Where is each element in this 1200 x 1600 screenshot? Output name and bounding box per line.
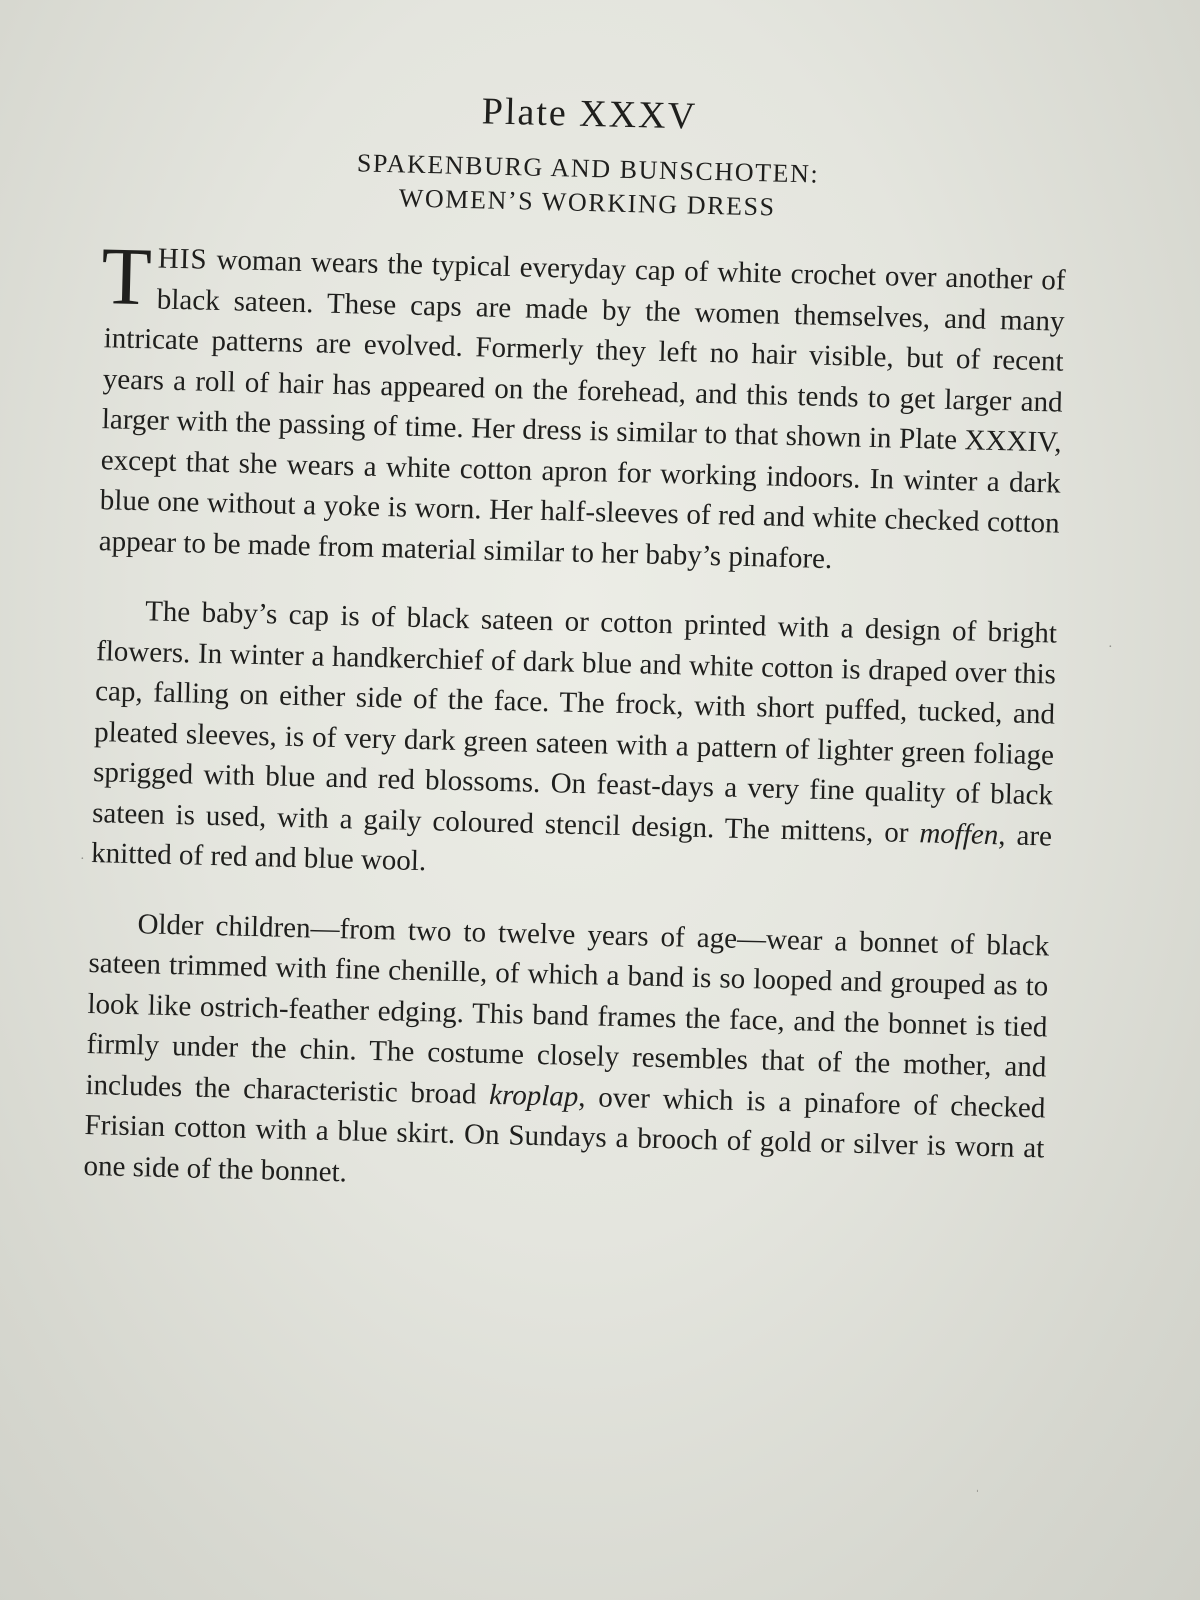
plate-subtitle-line2: WOMEN’S WORKING DRESS (398, 183, 777, 222)
body-text (83, 230, 1066, 1209)
paragraph-2-text-before: The baby’s cap is of black sateen or cotton printed with a design of bright flowers. In winter a handkerchief of dark blue and white cotton is draped over this cap, falling on either side of the face. The frock, with short puffed, tucked, and pleated sleeves, is of very dark green sateen with a pattern of lighter green foliage sprigged with blue and red blossoms. On feast-days a very fine quality of black sateen is used, with a gaily coloured stencil design. The mittens, or (91, 595, 1058, 849)
italic-term-kroplap: kroplap (488, 1078, 579, 1113)
paragraph-2-text-after: , are knitted of red and blue wool. (90, 818, 1053, 878)
paper-speck: ˌ (975, 1478, 980, 1493)
paragraph-1 (98, 230, 1066, 584)
plate-title: Plate XXXV (481, 90, 698, 138)
paragraph-1-lead: HIS (157, 242, 209, 276)
paper-speck: · (1108, 640, 1113, 655)
paragraph-3-text-before: Older children—from two to twelve years of age—wear a bonnet of black sateen trimmed with fine chenille, of which a band is so looped and grouped as to look like ostrich-feather edging. This band frames the face, and the bonnet is tied firmly under the chin. The costume closely resembles that of the mother, and includes the characteristic broad (85, 907, 1050, 1111)
paragraph-3-text-after: , over which is a pinafore of checked Frisian cotton with a blue skirt. On Sundays a brooch of gold or silver is worn at one side of the bonnet. (83, 1080, 1046, 1188)
italic-term-moffen: moffen (919, 816, 999, 851)
paper-speck: · (80, 852, 85, 867)
plate-subtitle-line1: SPAKENBURG AND BUNSCHOTEN: (356, 148, 820, 189)
paragraph-3 (83, 903, 1050, 1210)
paragraph-1-text: woman wears the typical everyday cap of white crochet over another of black sateen. These caps are made by the women themselves, and many intricate patterns are evolved. Formerly they left no hair visible, but of recent years a roll of hair has appeared on the forehead, and this tends to get larger and larger with the passing of time. Her dress is similar to that shown in Plate XXXIV, except that she wears a white cotton apron for working indoors. In winter a dark blue one without a yoke is worn. Her half-sleeves of red and white checked cotton appear to be made from material similar to her baby’s pinafore. (98, 243, 1066, 575)
page-text-block (82, 80, 1069, 1238)
drop-cap: T (100, 230, 153, 323)
paragraph-2 (91, 590, 1058, 897)
